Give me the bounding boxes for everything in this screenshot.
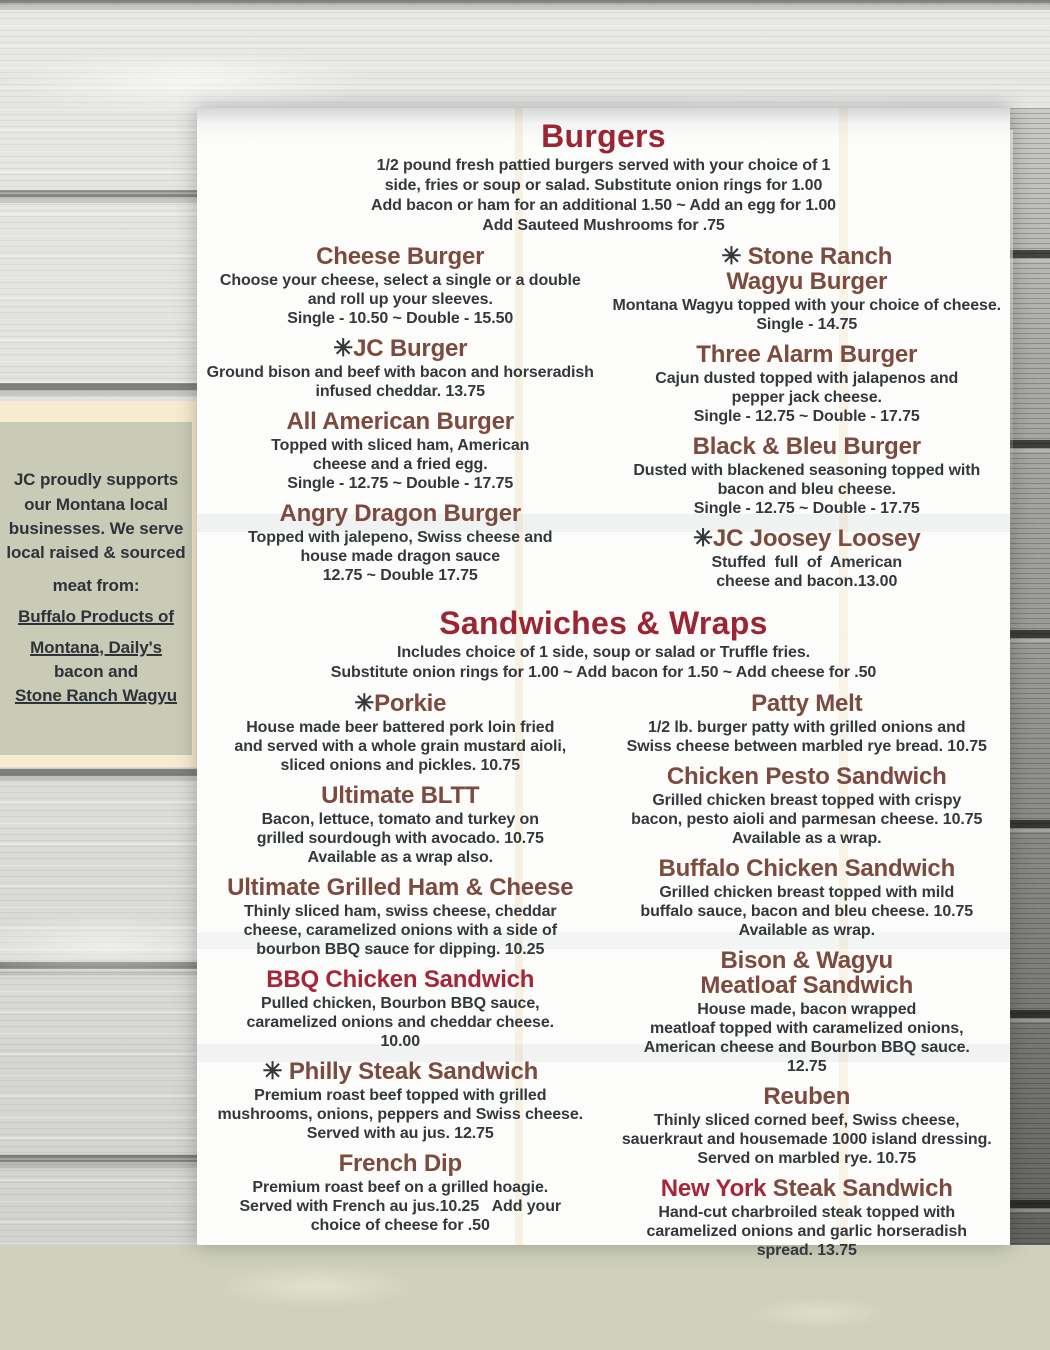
item-description: Grilled chicken breast topped with crispy bacon, pesto aioli and parmesan cheese. 10.75 Available as a wrap. [631,792,983,847]
menu-item [197,244,604,328]
item-title [197,244,604,269]
item-title-text: Ultimate BLTT [321,782,480,809]
intro-line: side, fries or soup or salad. Substitute onion rings for 1.00 [384,177,823,194]
item-title-text: BBQ Chicken Sandwich [266,966,535,993]
item-description: Premium roast beef topped with grilled mushrooms, onions, peppers and Swiss cheese. Served with au jus. 12.75 [217,1087,583,1142]
item-title-text: Meatloaf Sandwich [700,972,914,999]
bottom-table-band [0,1245,1050,1350]
menu-item [197,691,604,775]
item-description: Topped with sliced ham, American cheese and a fried egg. Single - 12.75 ~ Double - 17.75 [271,437,530,492]
item-title [197,336,604,361]
asterisk-icon: ✳ [693,525,713,552]
menu-item [604,764,1011,848]
sourcing-note-line: bacon and [53,662,139,682]
item-title-text: JC Burger [353,335,468,362]
item-description: Thinly sliced ham, swiss cheese, cheddar cheese, caramelized onions with a side of bourbon BBQ sauce for dipping. 10.25 [243,903,557,958]
item-title [604,1176,1011,1201]
asterisk-icon: ✳ [721,243,748,270]
section-intro-burgers [197,156,1010,236]
item-title-text: Buffalo Chicken Sandwich [658,855,956,882]
item-description: Hand-cut charbroiled steak topped with caramelized onions and garlic horseradish spread. 13.75 [646,1204,967,1259]
item-description: Thinly sliced corned beef, Swiss cheese, sauerkraut and housemade 1000 island dressing. Served on marbled rye. 10.75 [621,1112,992,1167]
wood-right-panel [1007,108,1050,1245]
item-title-text: French Dip [338,1150,462,1177]
item-description: Grilled chicken breast topped with mild buffalo sauce, bacon and bleu cheese. 10.75 Available as wrap. [640,884,974,939]
item-description: Dusted with blackened seasoning topped with bacon and bleu cheese. Single - 12.75 ~ Double - 17.75 [633,462,981,517]
intro-line: Add Sauteed Mushrooms for .75 [482,217,725,234]
item-title-text: Angry Dragon Burger [279,500,522,527]
menu-item [604,434,1011,518]
menu-section-sandwiches [197,605,1010,1260]
item-title-text: Patty Melt [751,690,863,717]
item-title-text: Steak Sandwich [772,1175,953,1202]
section-title-sandwiches: Sandwiches & Wraps [439,605,768,641]
intro-line: Add bacon or ham for an additional 1.50 ~ Add an egg for 1.00 [371,197,836,214]
item-description: House made, bacon wrapped meatloaf topped with caramelized onions, American cheese and Bourbon BBQ sauce. 12.75 [643,1001,970,1075]
item-description: Pulled chicken, Bourbon BBQ sauce, caramelized onions and cheddar cheese. 10.00 [246,995,554,1050]
intro-line: Includes choice of 1 side, soup or salad or Truffle fries. [397,644,810,661]
sourcing-note-line: our Montana local [24,494,168,514]
intro-line: Substitute onion rings for 1.00 ~ Add bacon for 1.50 ~ Add cheese for .50 [330,664,877,681]
item-title-text: Cheese Burger [316,243,485,270]
menu-item [197,1151,604,1235]
item-title-text: Chicken Pesto Sandwich [666,763,947,790]
menu-item [604,342,1011,426]
item-title [604,856,1011,881]
menu-item [197,875,604,959]
menu-item [604,1176,1011,1260]
item-title [197,1151,604,1176]
menu-item [604,691,1011,756]
item-description: Premium roast beef on a grilled hoagie. Served with French au jus.10.25 Add your choice of cheese for .50 [239,1179,562,1234]
menu-item [604,856,1011,940]
item-description: Stuffed full of American cheese and bacon.13.00 [711,554,902,590]
item-title-text: Ultimate Grilled Ham & Cheese [227,874,574,901]
item-title [604,764,1011,789]
sourcing-note-line: businesses. We serve [8,518,184,538]
section-intro-sandwiches [197,643,1010,683]
item-description: Choose your cheese, select a single or a double and roll up your sleeves. Single - 10.50 ~ Double - 15.50 [219,272,581,327]
menu-item [197,409,604,493]
item-title [604,948,1011,998]
menu-item [604,244,1011,334]
item-title-text: Philly Steak Sandwich [288,1058,539,1085]
local-sourcing-note [0,422,192,755]
item-title [604,434,1011,459]
item-title [197,875,604,900]
item-description: Ground bison and beef with bacon and horseradish infused cheddar. 13.75 [206,364,594,400]
item-description: Bacon, lettuce, tomato and turkey on grilled sourdough with avocado. 10.75 Available as a wrap also. [256,811,544,866]
item-title [604,342,1011,367]
item-title-text: Wagyu Burger [726,268,888,295]
item-title [197,967,604,992]
menu-item [604,526,1011,591]
asterisk-icon: ✳ [354,690,375,717]
item-title [197,783,604,808]
sourcing-note-line: Montana, Daily's [30,638,162,658]
menu-item [197,336,604,401]
burgers-right-column [604,236,1011,591]
sourcing-note-line: JC proudly supports [13,470,179,490]
item-description: Cajun dusted topped with jalapenos and pepper jack cheese. Single - 12.75 ~ Double - 17.75 [655,370,959,425]
menu-item [604,1084,1011,1168]
item-title [604,691,1011,716]
sourcing-note-line: Buffalo Products of [18,607,174,627]
burgers-left-column [197,236,604,591]
menu-item [197,1059,604,1143]
sourcing-note-line: meat from: [52,575,140,595]
sourcing-note-line: Stone Ranch Wagyu [14,686,178,706]
item-title [604,244,1011,294]
item-title-text: Stone Ranch [747,243,893,270]
asterisk-icon: ✳ [262,1058,289,1085]
item-title [197,501,604,526]
section-title-burgers: Burgers [541,118,666,154]
item-title-text: Reuben [763,1083,851,1110]
item-title-text: Three Alarm Burger [696,341,918,368]
item-description: House made beer battered pork loin fried and served with a whole grain mustard aioli, sliced onions and pickles. 10.75 [234,719,567,774]
item-description: Topped with jalepeno, Swiss cheese and house made dragon sauce 12.75 ~ Double 17.75 [248,529,553,584]
sandwiches-right-column [604,683,1011,1260]
item-title [197,409,604,434]
item-title-text: New York [660,1175,773,1202]
item-title-text: Black & Bleu Burger [692,433,921,460]
sandwiches-left-column [197,683,604,1260]
menu-page [197,108,1010,1259]
menu-item [197,967,604,1051]
item-title-text: All American Burger [286,408,514,435]
item-title [197,1059,604,1084]
item-title [197,691,604,716]
menu-section-burgers [197,118,1010,591]
menu-item [197,501,604,585]
menu-item [604,948,1011,1076]
sourcing-note-line: local raised & sourced [6,542,186,562]
menu-item [197,783,604,867]
item-title [604,526,1011,551]
item-description: Montana Wagyu topped with your choice of cheese. Single - 14.75 [612,297,1001,333]
item-title-text: JC Joosey Loosey [712,525,921,552]
item-title-text: Porkie [374,690,447,717]
item-title-text: Bison & Wagyu [720,947,893,974]
item-title [604,1084,1011,1109]
asterisk-icon: ✳ [333,335,354,362]
item-description: 1/2 lb. burger patty with grilled onions and Swiss cheese between marbled rye bread. 10.75 [626,719,987,755]
intro-line: 1/2 pound fresh pattied burgers served with your choice of 1 [376,157,831,174]
